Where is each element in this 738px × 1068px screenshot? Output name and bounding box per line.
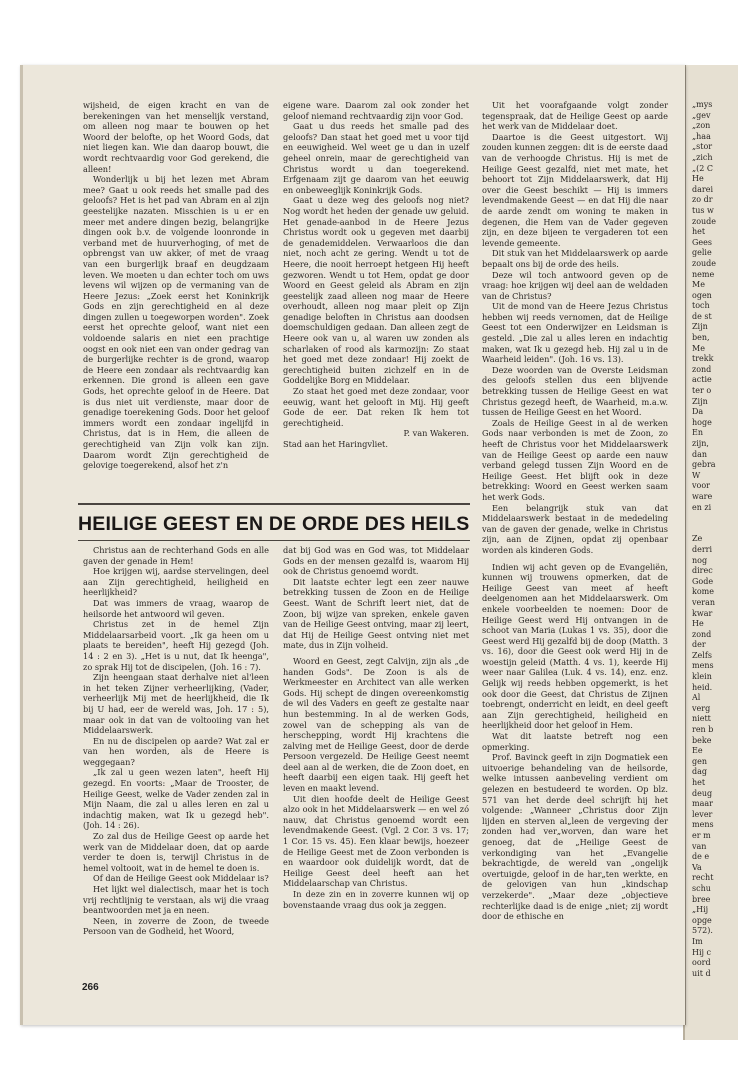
next-page-fragment: Me	[692, 343, 705, 353]
next-page-fragment: Gees	[692, 237, 712, 247]
previous-article-paragraph: Zo staat het goed met deze zondaar, voor eeuwig, want het gelooft in Mij. Hij geeft Gode de eer. Dat reken Ik hem tot gerechtigheid.	[283, 386, 469, 428]
article-column-2	[283, 545, 469, 910]
next-page-fragment: gelie	[692, 248, 712, 258]
next-page-fragment: dan	[692, 449, 708, 459]
next-page-fragment: „zon	[692, 121, 711, 131]
next-page-fragment: ren b	[692, 725, 714, 735]
next-page-fragment: verg	[692, 703, 711, 713]
next-page-fragment: schu	[692, 883, 711, 893]
article-paragraph: Zo zal dus de Heilige Geest op aarde het werk van de Middelaar doen, dat op aarde verder te doen is, terwijl Christus in de hemel voltooit, wat in de hemel te doen is.	[83, 831, 269, 873]
previous-article-paragraph: Gaat u dus reeds het smalle pad des geloofs? Dan staat het goed met u voor tijd en eeuwigheid. Wel weet ge u dan in uzelf geheel onrein, maar de gerechtigheid van Christus wordt u dan toegerekend. Erfgenaam zijt ge daarom van het eeuwig en onbeweeglijk Koninkrijk Gods.	[283, 121, 469, 195]
next-page-fragment: zond	[692, 364, 712, 374]
article-paragraph: Uit het voorafgaande volgt zonder tegenspraak, dat de Heilige Geest op aarde het werk van de Middelaar doet.	[482, 100, 668, 132]
next-page-fragment: de st	[692, 311, 712, 321]
next-page-fragment: Me	[692, 280, 705, 290]
next-page-fragment: „Hij	[692, 905, 709, 915]
next-page-text-fragments	[692, 100, 736, 979]
next-page-fragment: He	[692, 174, 704, 184]
next-page-fragment: gebra	[692, 460, 716, 470]
next-page-fragment	[692, 524, 736, 535]
next-page-fragment: zond	[692, 629, 712, 639]
article-paragraph: Deze woorden van de Overste Leidsman des geloofs stellen dus een blijvende betrekking tussen de Heilige Geest en wat Christus gezegd heeft, de Waarheid, m.a.w. tussen de Heilige Geest en het Woord.	[482, 364, 668, 418]
next-page-fragment: opge	[692, 915, 712, 925]
next-page-fragment: recht	[692, 873, 714, 883]
next-page-fragment: niett	[692, 714, 711, 724]
previous-article-paragraph: wijsheid, de eigen kracht en van de berekeningen van het menselijk verstand, om alleen nog maar te bouwen op het Woord der belofte, op het Woord Gods, dat niet liegen kan. Wie dan daarop bouwt, die wordt rechtvaardig voor God gerekend, die alleen!	[83, 100, 269, 174]
section-rule-bottom	[78, 540, 470, 541]
article-paragraph: Christus aan de rechterhand Gods en alle gaven der genade in Hem!	[83, 545, 269, 566]
next-page-fragment: heid.	[692, 682, 713, 692]
article-paragraph: Wat dit laatste betreft nog een opmerking.	[482, 731, 668, 752]
previous-article-column-2	[283, 100, 469, 450]
next-page-fragment: Zijn	[692, 396, 708, 406]
next-page-fragment: actie	[692, 375, 712, 385]
section-rule-top	[78, 503, 470, 505]
article-paragraph: Zijn heengaan staat derhalve niet al'leen in het teken Zijner verheerlijking, (Vader, verheerlijk Mij met de heerlijkheid, die Ik bij U had, eer de wereld was, Joh. 17 : 5), maar ook in dat van de voltooiing van het Middelaarswerk.	[83, 672, 269, 736]
next-page-fragment: Gode	[692, 576, 714, 586]
article-paragraph: Indien wij acht geven op de Evangeliën, kunnen wij trouwens opmerken, dat de Heilige Geest van meet af heeft deelgenomen aan het Middelaarswerk. Om enkele voorbeelden te noemen: Door de Heilige Geest werd Hij ontvangen in de schoot van Maria (Lukas 1 vs. 35), door die Geest werd Hij gezalfd bij de doop (Matth. 3 vs. 16), door die Geest ook werd Hij in de woestijn geleid (Matth. 4 vs. 1), keerde Hij weer naar Galilea (Luk. 4 vs. 14), enz. enz. Gelijk wij reeds hebben opgemerkt, is het ook door die Geest, dat Christus de Zijnen toebrengt, onderricht en leidt, en deel geeft aan Zijn gerechtigheid, heiligheid en heerlijkheid door het geloof in Hem.	[482, 561, 668, 731]
next-page-fragment: Zelfs	[692, 650, 712, 660]
article-signature-place: Stad aan het Haringvliet.	[283, 439, 388, 449]
article-paragraph: Christus zet in de hemel Zijn Middelaarsarbeid voort. „Ik ga heen om u plaats te bereiden", heeft Hij gezegd (Joh. 14 : 2 en 3). „Het is u nut, dat Ik heenga", zo sprak Hij tot de discipelen, (Joh. 16 : 7).	[83, 619, 269, 672]
next-page-fragment: het	[692, 778, 706, 787]
article-paragraph: Hoe krijgen wij, aardse stervelingen, deel aan Zijn gerechtigheid, heiligheid en heerlijkheid?	[83, 566, 269, 598]
previous-article-column-2-text	[283, 100, 469, 428]
article-column-3	[482, 100, 668, 922]
next-page-fragment: mens	[692, 661, 714, 671]
article-paragraph: In deze zin en in zoverre kunnen wij op bovenstaande vraag dus ook ja zeggen.	[283, 889, 469, 910]
next-page-fragment: „haa	[692, 131, 711, 141]
next-page-fragment: er m	[692, 830, 711, 840]
next-page-fragment: voor	[692, 481, 710, 491]
article-paragraph: Woord en Geest, zegt Calvijn, zijn als „de handen Gods". De Zoon is als de Werkmeester en Architect van alle werken Gods. Hij schept de dingen overeenkomstig de wil des Vaders en geeft ze gestalte naar hun bestemming. In al de werken Gods, zowel van de schepping als van de herschepping, wordt Hij krachtens die zalving met de Heilige Geest, door de derde Persoon vergezeld. De Heilige Geest neemt deel aan al de werken, die de Zoon doet, en heeft daarbij een eigen taak. Hij geeft het leven en maakt levend.	[283, 655, 469, 794]
previous-article-paragraph: Wonderlijk u bij het lezen met Abram mee? Gaat u ook reeds het smalle pad des geloofs? Het is het pad van Abram en al zijn geestelijke nazaten. Misschien is u er en meer met andere dingen bezig, belangrijke dingen ook b.v. de volgende loonronde in verband met de huurverhoging, of met de opbrengst van uw akker, of met de vraag van een burgerlijk braaf en deugdzaam leven. We moeten u dan echter toch om uws levens wil wijzen op de vermaning van de Heere Jezus: „Zoek eerst het Koninkrijk Gods en zijn gerechtigheid en al deze dingen zullen u toegeworpen worden". Zoek eerst het oprechte geloof, want niet een voldoende salaris en niet een prachtige oogst en ook niet een van onder gedrag van de burgerlijke rechter is de grond, waarop de Heere een zondaar als rechtvaardig kan erkennen. Die grond is alleen een gave Gods, het oprechte geloof in de Heere. Dat is dus niet uit verdienste, maar door de genadige toerekening Gods. Door het geloof immers wordt een zondaar ingelijfd in Christus, dat is in Hem, die alleen de gerechtigheid van Zijn volk kan zijn. Daarom wordt Zijn gerechtigheid de gelovige toegerekend, alsof het z'n	[83, 174, 269, 471]
next-page-fragment: trekk	[692, 354, 714, 364]
next-page-fragment: kwar	[692, 608, 713, 618]
next-page-fragment: dag	[692, 767, 708, 777]
next-page-fragment: zo dr	[692, 195, 713, 205]
next-page-fragment: derri	[692, 544, 713, 554]
previous-article-paragraph: Gaat u deze weg des geloofs nog niet? Nog wordt het heden der genade uw geluid. Het genade-aanbod in de Heere Jezus Christus wordt ook u gegeven met daarbij de genademiddelen. Verwaarloos die dan niet, noch acht ze gering. Wendt u tot de Heere, die nooit herroept hetgeen Hij heeft gezworen. Wendt u tot Hem, opdat ge door Woord en Geest geleid als Abram en zijn geestelijk zaad alleen nog maar de Heere overhoudt, alleen nog maar pleit op Zijn genadige beloften in Christus aan doodsen doemschuldigen gedaan. Dan alleen zegt de Heere ook van u, al waren uw zonden als scharlaken of rood als karmozijn: Zo staat het goed met deze zondaar! Hij zoekt de gerechtigheid buiten zichzelf en in de Goddelijke Borg en Middelaar.	[283, 195, 469, 386]
article-paragraph: Daartoe is die Geest uitgestort. Wij zouden kunnen zeggen: dit is de eerste daad van de verhoogde Christus. Hij is met de Heilige Geest gezalfd, niet met mate, het behoort tot Zijn Middelaarswerk, dat Hij over die Geest beschikt — Hij is immers levendmakende Geest — en dat Hij die naar de aarde zendt om woning te maken in degenen, die Hem van de Vader gegeven zijn, en deze bijeen te vergaderen tot een levende gemeente.	[482, 131, 668, 248]
next-page-fragment: Ee	[692, 746, 703, 756]
next-page-fragment: zoude	[692, 216, 717, 226]
previous-article-column-1	[83, 100, 269, 471]
next-page-fragment: Hij c	[692, 947, 712, 957]
next-page-fragment: tus w	[692, 205, 714, 215]
next-page-fragment: darei	[692, 184, 714, 194]
next-page-fragment: En	[692, 428, 703, 438]
next-page-fragment: nog	[692, 555, 708, 565]
next-page-fragment: direc	[692, 566, 713, 576]
next-page-fragment: veran	[692, 597, 715, 607]
next-page-fragment	[692, 513, 736, 524]
next-page-fragment: gen	[692, 756, 708, 766]
article-paragraph: En nu de discipelen op aarde? Wat zal er van hen worden, als de Heere is weggegaan?	[83, 735, 269, 767]
article-paragraph: Uit dien hoofde deelt de Heilige Geest alzo ook in het Middelaarswerk — en wel zó nauw, dat Christus genoemd wordt een levendmakende Geest. (Vgl. 2 Cor. 3 vs. 17; 1 Cor. 15 vs. 45). Een klaar bewijs, hoezeer de Heilige Geest met de Zoon verbonden is en waardoor ook duidelijk wordt, dat de Heilige Geest deel heeft aan het Middelaarschap van Christus.	[283, 793, 469, 889]
article-title: HEILIGE GEEST EN DE ORDE DES HEILS	[78, 513, 470, 535]
next-page-fragment: ware	[692, 491, 713, 501]
next-page-fragment: de e	[692, 852, 710, 862]
next-page-fragment: maar	[692, 799, 713, 809]
next-page-fragment: neme	[692, 269, 715, 279]
next-page-fragment: kome	[692, 587, 714, 597]
next-page-fragment: ogen	[692, 290, 712, 300]
article-signature: P. van Wakeren.	[403, 428, 469, 439]
next-page-fragment: zoude	[692, 258, 717, 268]
article-column-1	[83, 545, 269, 937]
next-page-fragment: He	[692, 619, 704, 629]
next-page-fragment: oord	[692, 958, 711, 968]
next-page-fragment: beke	[692, 735, 712, 745]
next-page-fragment: mens	[692, 820, 714, 830]
next-page-fragment: Ze	[692, 534, 703, 544]
article-paragraph: Neen, in zoverre de Zoon, de tweede Persoon van de Godheid, het Woord,	[83, 915, 269, 937]
next-page-fragment: Va	[692, 862, 702, 872]
next-page-fragment: uit d	[692, 968, 711, 978]
next-page-fragment: zijn,	[692, 439, 709, 448]
next-page-fragment: het	[692, 227, 706, 237]
article-column-3-bottom	[482, 562, 668, 922]
next-page-fragment: bree	[692, 894, 711, 904]
next-page-fragment: der	[692, 640, 706, 650]
article-paragraph: Dat was immers de vraag, waarop de heilsorde het antwoord wil geven.	[83, 597, 269, 619]
next-page-fragment: ben,	[692, 333, 710, 343]
article-paragraph: Zoals de Heilige Geest in al de werken Gods naar verbonden is met de Zoon, zo heeft de Christus voor het Middelaarswerk van de Heilige Geest op aarde een nauw verband gelegd tussen Zijn Woord en de Heilige Geest. Het blijft ook in deze betrekking: Woord en Geest werken saam het werk Gods.	[482, 417, 668, 502]
next-page-fragment: „(2 C	[692, 163, 714, 173]
next-page-fragment: „mys	[692, 100, 713, 109]
next-page-fragment: klein	[692, 672, 712, 682]
article-paragraph: Het lijkt wel dialectisch, maar het is toch vrij rechtlijnig te verstaan, als wij die vraag beantwoorden met ja en neen.	[83, 884, 269, 916]
article-paragraph: „Ik zal u geen wezen laten", heeft Hij gezegd. En voorts: „Maar de Trooster, de Heilige Geest, welke de Vader zenden zal in Mijn Naam, die zal u alles leren en zal u indachtig maken, wat Ik u gezegd heb". (Joh. 14 : 26).	[83, 767, 269, 831]
article-paragraph: Uit de mond van de Heere Jezus Christus hebben wij reeds vernomen, dat de Heilige Geest tot een Onderwijzer en Leidsman is gesteld. „Die zal u alles leren en indachtig maken, wat Ik u gezegd heb. Hij zal u in de Waarheid leiden". (Joh. 16 vs. 13).	[482, 301, 668, 365]
next-page-fragment: deug	[692, 788, 713, 798]
previous-article-paragraph: eigene ware. Daarom zal ook zonder het geloof niemand rechtvaardig zijn voor God.	[283, 100, 469, 121]
article-paragraph: Deze wil toch antwoord geven op de vraag: hoe krijgen wij deel aan de weldaden van de Christus?	[482, 269, 668, 301]
next-page-fragment: hoge	[692, 417, 712, 427]
next-page-fragment: Zijn	[692, 322, 708, 332]
next-page-fragment: „zich	[692, 152, 713, 162]
article-paragraph: Prof. Bavinck geeft in zijn Dogmatiek een uitvoerige behandeling van de heilsorde, welke intussen aanbeveling verdient om gelezen en bestudeerd te worden. Op blz. 571 van het derde deel schrijft hij het volgende: „Wanneer „Christus door Zijn lijden en sterven al„leen de vergeving der zonden had ver„worven, dan ware het genoeg, dat de „Heilige Geest de verkondiging van het „Evangelie bekrachtigde, de wereld van „ongelijk overtuigde, geloof in de har„ten werkte, en de gelovigen van hun „kindschap verzekerde". „Maar deze „objectieve rechterlijke daad is de enige „niet; zij wordt door de ethische en	[482, 752, 668, 922]
next-page-fragment: ter o	[692, 386, 712, 396]
next-page-fragment: „gev	[692, 110, 711, 120]
page-number: 266	[82, 982, 99, 993]
article-column-3-top	[482, 100, 668, 556]
next-page-fragment: van	[692, 841, 707, 851]
next-page-fragment: 572).	[692, 926, 713, 936]
article-paragraph: Of dan de Heilige Geest ook Middelaar is?	[93, 873, 269, 884]
next-page-fragment: Al	[692, 693, 701, 703]
article-paragraph: Dit stuk van het Middelaarswerk op aarde bepaalt ons bij de orde des heils.	[482, 248, 668, 269]
article-paragraph: dat bij God was en God was, tot Middelaar Gods en der mensen gezalfd is, waarom Hij ook de Christus genoemd wordt.	[283, 545, 469, 577]
article-paragraph: Dit laatste echter legt een zeer nauwe betrekking tussen de Zoon en de Heilige Geest. Want de Schrift leert niet, dat de Zoon, bij wijze van spreken, enkele gaven van de Heilige Geest ontving, maar zij leert, dat Hij de Heilige Geest ontving niet met mate, dus in Zijn volheid.	[283, 576, 469, 651]
article-paragraph: Een belangrijk stuk van dat Middelaarswerk bestaat in de mededeling van de gaven der genade, welke in Christus zijn, aan de Zijnen, opdat zij openbaar worden als kinderen Gods.	[482, 502, 668, 555]
next-page-fragment: en zi	[692, 502, 712, 512]
next-page-fragment: toch	[692, 301, 710, 311]
next-page-fragment: Im	[692, 936, 703, 946]
next-page-fragment: Da	[692, 407, 704, 417]
next-page-fragment: lever	[692, 809, 713, 819]
next-page-fragment: „stor	[692, 142, 713, 152]
next-page-fragment: W	[692, 470, 701, 480]
